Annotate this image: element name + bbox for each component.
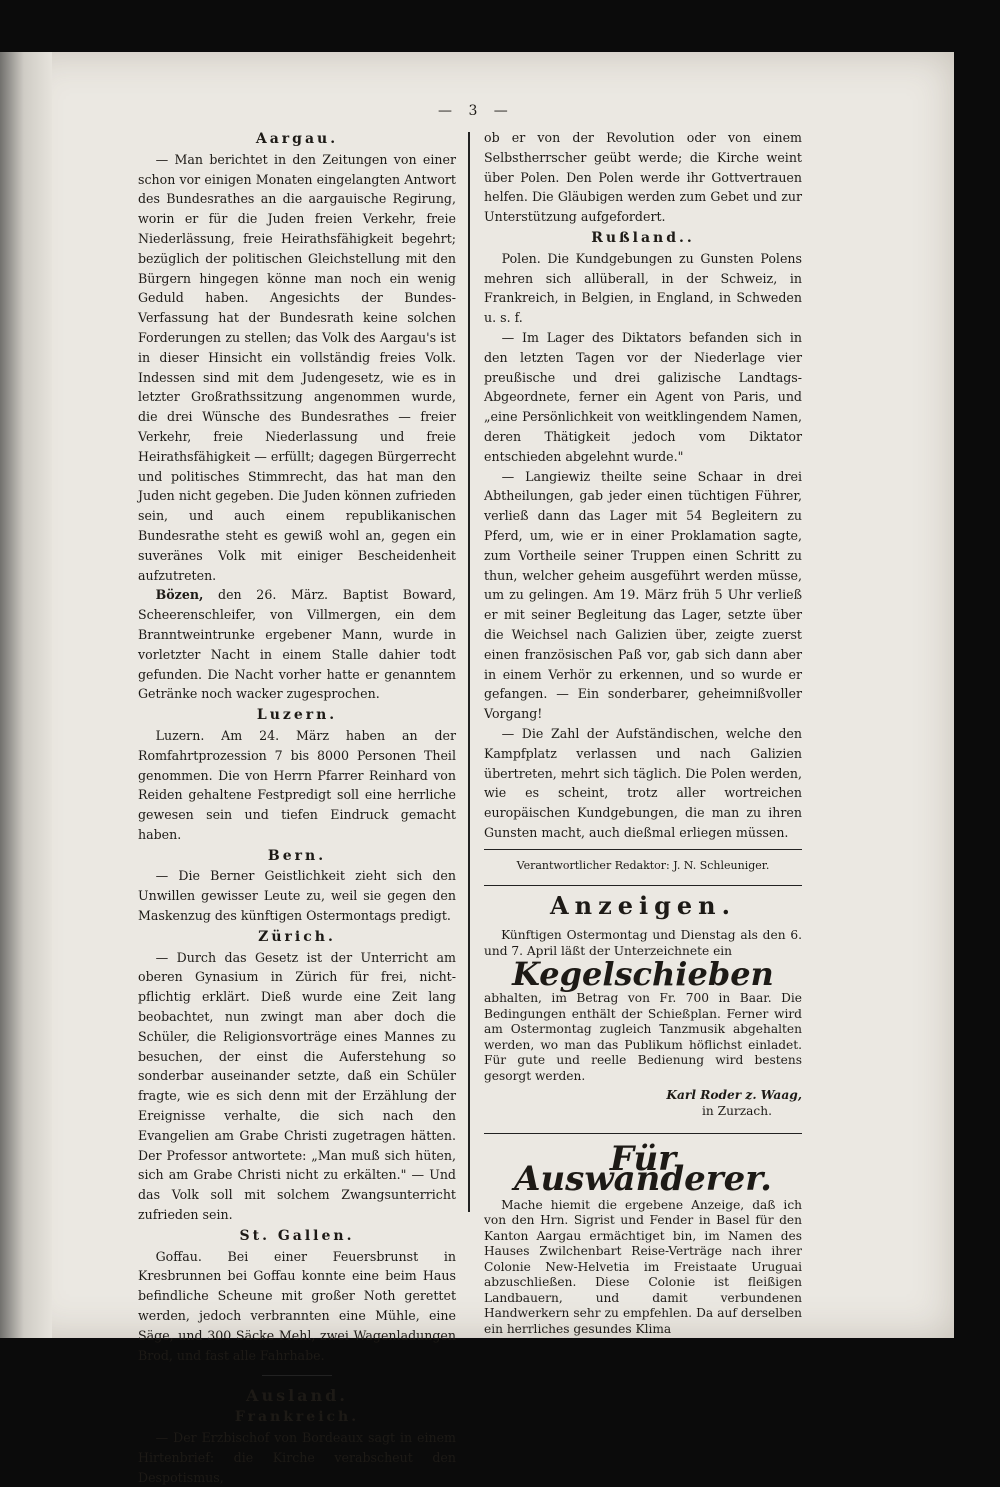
ad1-title: Kegelschieben: [512, 955, 774, 994]
boezen-article: [138, 585, 456, 704]
luzern-heading: Luzern.: [256, 707, 338, 724]
langiewicz-article: — Langiewiz theilte seine Schaar in drei Abtheilungen, gab jeder einen tüchtigen Führer, verließ dann das Lager mit 54 Begleitern zu Pferd, um, wie er in einer Proklamation sagte, zum Vortheile seiner Truppen einen Schritt zu thun, welcher geheim ausgeführt werden müsse, um zu gelingen. Am 19. März früh 5 Uhr verließ er mit seiner Begleitung das Lager, setzte über die Weichsel nach Galizien über, zeigte zuerst einen französischen Paß vor, gab sich dann aber in einem Verhör zu erkennen, und so wurde er gefangen. — Ein sonderbarer, geheimnißvoller Vorgang!: [484, 468, 802, 722]
page-number: — 3 —: [438, 103, 514, 119]
aargau-heading: Aargau.: [255, 131, 339, 147]
ad1-text2: abhalten, im Betrag von Fr. 700 in Baar. Die Bedingungen enthält der Schießplan. Ferner wird am Ostermontag zugleich Tanzmusik abgehalten werden, wo man das Publikum höflichst einladet. Für gute und reelle Bedienung wird bestens gesorgt werden.: [484, 991, 802, 1083]
column-divider: [468, 132, 470, 1212]
redaktor-rule: [484, 849, 802, 850]
ad2-title: Für Auswanderer.: [514, 1139, 772, 1199]
lager-article: — Im Lager des Diktators befanden sich in den letzten Tagen vor der Niederlage vier preußische und drei galizische Landtags-Abgeordnete, ferner ein Agent von Paris, und „eine Persönlichkeit von weitklingendem Namen, deren Thätigkeit jedoch vom Diktator entschieden abgelehnt wurde.": [484, 329, 802, 464]
ads-rule: [484, 885, 802, 886]
boezen-lead: Bözen,: [155, 587, 204, 603]
right-column: [484, 128, 802, 1337]
russland-heading: Rußland..: [591, 229, 695, 246]
redaktor-line: Verantwortlicher Redaktor: J. N. Schleuniger.: [516, 858, 770, 872]
anzeigen-heading: Anzeigen.: [550, 891, 736, 921]
luzern-article: Luzern. Am 24. März haben an der Romfahrtprozession 7 bis 8000 Personen Theil genommen. Die von Herrn Pfarrer Reinhard von Reiden gehaltene Festpredigt soll eine herrliche gewesen sein und tiefen Eindruck gemacht haben.: [138, 727, 456, 842]
ad1-text: Künftigen Ostermontag und Dienstag als den 6. und 7. April läßt der Unterzeichnete ein: [484, 928, 802, 958]
ad1-signature: Karl Roder z. Waag,: [666, 1088, 802, 1103]
aargau-article: — Man berichtet in den Zeitungen von einer schon vor einigen Monaten eingelangten Antwort des Bundesrathes an die aargauische Regirung, worin er für die Juden freien Verkehr, freie Niederlässung, freie Heirathsfähigkeit begehrt; bezüglich der politischen Gleichstellung mit den Bürgern hingegen könne man noch ein wenig Geduld haben. Angesichts der Bundes-Verfassung hat der Bundesrath keine solchen Forderungen zu stellen; das Volk des Aargau's ist in dieser Hinsicht ein vollständig freies Volk. Indessen sind mit dem Judengesetz, wie es in letzter Großrathssitzung angenommen wurde, die drei Wünsche des Bundesrathes — freier Verkehr, freie Niederlassung und freie Heirathsfähigkeit — erfüllt; dagegen Bürgerrecht und politisches Stimmrecht, das hat man den Juden nicht gegeben. Die Juden können zufrieden sein, und auch einem republikanischen Bundesrathe steht es gewiß wohl an, gegen ein suveränes Volk mit einiger Bescheidenheit aufzutreten.: [138, 151, 456, 583]
frankreich-heading: Frankreich.: [234, 1409, 360, 1426]
bern-heading: Bern.: [267, 847, 327, 864]
ad-separator: [484, 1133, 802, 1134]
aufstaendische-article: — Die Zahl der Aufständischen, welche den Kampfplatz verlassen und nach Galizien übertreten, mehrt sich täglich. Die Polen werden, wie es scheint, trotz aller wortreichen europäischen Kundgebungen, die man zu ihren Gunsten macht, auch dießmal erliegen müssen.: [484, 725, 802, 840]
frankreich-article: — Der Erzbischof von Bordeaux sagt in einem Hirtenbrief: die Kirche verabscheut den Despotismus,: [138, 1430, 456, 1485]
bern-article: — Die Berner Geistlichkeit zieht sich den Unwillen gewisser Leute zu, weil sie gegen den Maskenzug des künftigen Ostermontags predigt.: [138, 868, 456, 924]
ad1-place: in Zurzach.: [701, 1103, 772, 1118]
frankreich-continuation: ob er von der Revolution oder von einem Selbstherrscher geübt werde; die Kirche weint über Polen. Den Polen werde ihr Gottvertrauen helfen. Die Gläubigen werden zum Gebet und zur Unterstützung aufgefordert.: [484, 130, 802, 225]
page-fold-shadow: [0, 52, 52, 1338]
zuerich-article: — Durch das Gesetz ist der Unterricht am oberen Gynasium in Zürich für frei, nicht- pflichtig erklärt. Dieß wurde eine Zeit lang beobachtet, nun zwingt man aber doch die Schüler, die Religionsvorträge eines Mannes zu besuchen, der einst die Auferstehung so sonderbar auseinander setzte, daß ein Schüler fragte, wie es sich denn mit der Erzählung der Ereignisse verhalte, die sich nach den Evangelien am Grabe Christi zugetragen hätten. Der Professor antwortete: „Man muß sich hüten, sich am Grabe Christi nicht zu erkälten." — Und das Volk soll mit solchem Zwangsunterricht zufrieden sein.: [138, 949, 456, 1223]
polen-article: Polen. Die Kundgebungen zu Gunsten Polens mehren sich allüberall, in der Schweiz, in Frankreich, in Belgien, in England, in Schweden u. s. f.: [484, 250, 802, 326]
ad2-text: Mache hiemit die ergebene Anzeige, daß ich von den Hrn. Sigrist und Fender in Basel für den Kanton Aargau ermächtiget bin, im Namen des Hauses Zwilchenbart Reise-Verträge nach ihrer Colonie New-Helvetia im Freistaate Uruguai abzuschließen. Diese Colonie ist fleißigen Landbauern, und damit verbundenen Handwerkern sehr zu empfehlen. Da auf derselben ein herrliches gesundes Klima: [484, 1197, 802, 1336]
section-rule: [262, 1375, 332, 1376]
left-column: [138, 128, 456, 1487]
stgallen-heading: St. Gallen.: [239, 1227, 355, 1244]
boezen-text: den 26. März. Baptist Boward, Scheerenschleifer, von Villmergen, ein dem Branntweintrunke ergebener Mann, wurde in vorletzter Nacht in einem Stalle dahier todt gefunden. Die Nacht vorher hatte er genanntem Getränke noch wacker zugesprochen.: [138, 587, 456, 702]
ausland-heading: Ausland.: [246, 1386, 348, 1406]
stgallen-article: Goffau. Bei einer Feuersbrunst in Kresbrunnen bei Goffau konnte eine beim Haus befindliche Scheune mit großer Noth gerettet werden, jedoch verbrannten eine Mühle, eine Säge, und 300 Säcke Mehl, zwei Wagenladungen Brod, und fast alle Fahrhabe.: [138, 1248, 456, 1363]
zuerich-heading: Zürich.: [258, 928, 336, 945]
